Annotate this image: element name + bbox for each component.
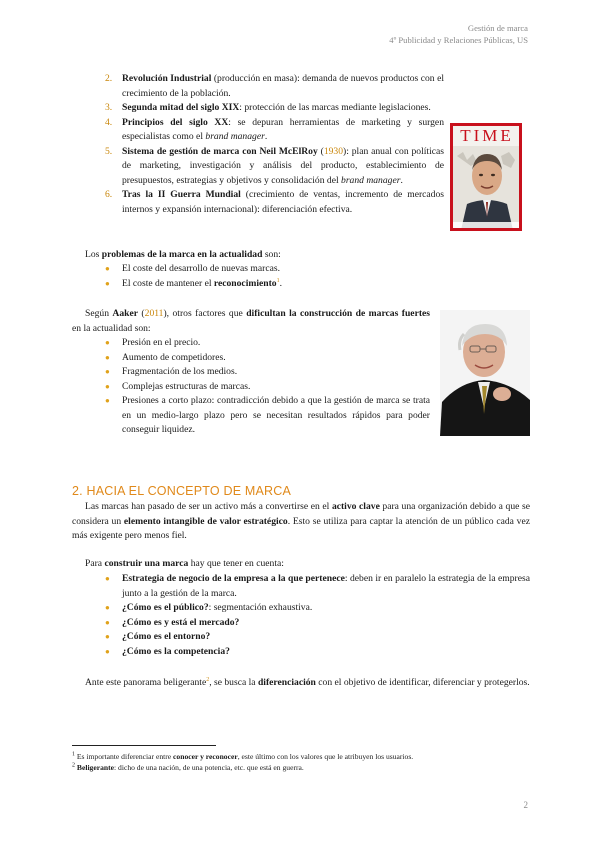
aaker-list <box>72 336 430 438</box>
section2-paragraph-2: Para construir una marca hay que tener en cuenta: <box>85 558 284 569</box>
list-item: ● Fragmentación de los medios. <box>72 365 430 380</box>
page-number: 2 <box>523 800 528 810</box>
section2-paragraph-3: Ante este panorama beligerante$^2$, se busca la diferenciación con el objetivo de identificar, diferenciar y protegerlos. <box>85 676 530 688</box>
list-item: ● El coste del desarrollo de nuevas marcas. <box>72 262 444 277</box>
footnote-ref[interactable]: 2 <box>206 676 210 683</box>
list-item: ● ¿Cómo es la competencia? <box>72 645 530 660</box>
list-item: 3. Segunda mitad del siglo XIX: protección de las marcas mediante legislaciones. <box>105 102 431 113</box>
footnote-1: $^1$ Es importante diferenciar entre conocer y reconocer, este último con los valores que le atribuyen los usuarios. <box>72 751 414 761</box>
citation-year[interactable]: 2011 <box>144 308 164 319</box>
list-item: 4. Principios del siglo XX: se depuran herramientas de marketing y surgen especialistas como el brand manager. <box>105 116 444 142</box>
section-heading: 2. HACIA EL CONCEPTO DE MARCA <box>72 484 292 498</box>
list-item: 2. Revolución Industrial (producción en masa): demanda de nuevos productos con el crecimiento de la población. <box>105 73 444 99</box>
header-course: Gestión de marca <box>467 23 528 33</box>
footnote-2: $^2$ Beligerante: dicho de una nación, de una potencia, etc. que está en guerra. <box>72 762 304 772</box>
brand-building-list <box>72 572 530 659</box>
list-item: ● Presión en el precio. <box>72 336 430 351</box>
footnote-ref[interactable]: 1 <box>276 277 280 284</box>
list-item: ● ¿Cómo es y está el mercado? <box>72 616 530 631</box>
header-degree: 4º Publicidad y Relaciones Públicas, US <box>389 35 528 45</box>
time-masthead: TIME <box>460 126 514 145</box>
problems-list <box>72 262 444 291</box>
list-item: ● Complejas estructuras de marcas. <box>72 380 430 395</box>
problems-intro: Los problemas de la marca en la actualidad son: <box>85 249 281 260</box>
list-item: ● Estrategia de negocio de la empresa a la que pertenece: deben ir en paralelo la estrategia de la empresa junto a la gestión de la marca. <box>72 572 530 601</box>
citation-year[interactable]: 1930 <box>323 145 344 157</box>
list-item: 5. Sistema de gestión de marca con Neil McElRoy (1930): plan anual con políticas de marketing, investigación y análisis del producto, establecimiento de presupuestos, estrategias y objetivos y consolidación del brand manager. <box>105 145 444 186</box>
list-item: ● ¿Cómo es el entorno? <box>72 630 530 645</box>
aaker-portrait-photo <box>440 310 530 436</box>
list-item: ● Presiones a corto plazo: contradicción debido a que la gestión de marca se trata en un medio-largo plazo pero se necesitan resultados rápidos para poder conseguir liquidez. <box>72 394 430 438</box>
section2-paragraph-1: Las marcas han pasado de ser un activo más a convertirse en el activo clave para una organización debido a que se considera un elemento intangible de valor estratégico. Esto se utiliza para captar la atención de un público cada vez más exigente pero menos fiel. <box>72 501 530 541</box>
list-item: ● Aumento de competidores. <box>72 351 430 366</box>
list-item: ● ¿Cómo es el público?: segmentación exhaustiva. <box>72 601 530 616</box>
list-item: 6. Tras la II Guerra Mundial (crecimiento de ventas, incremento de mercados internos y expansión internacional): diferenciación efectiva. <box>105 189 445 215</box>
time-magazine-cover-image <box>450 123 522 231</box>
list-item: ● El coste de mantener el reconocimiento$^1$. <box>72 277 444 292</box>
aaker-paragraph: Según Aaker (2011), otros factores que dificultan la construcción de marcas fuertes en la actualidad son: <box>72 308 431 334</box>
history-list <box>72 72 444 217</box>
running-header <box>389 22 528 46</box>
footnote-separator <box>72 745 216 746</box>
footnotes <box>72 751 530 773</box>
